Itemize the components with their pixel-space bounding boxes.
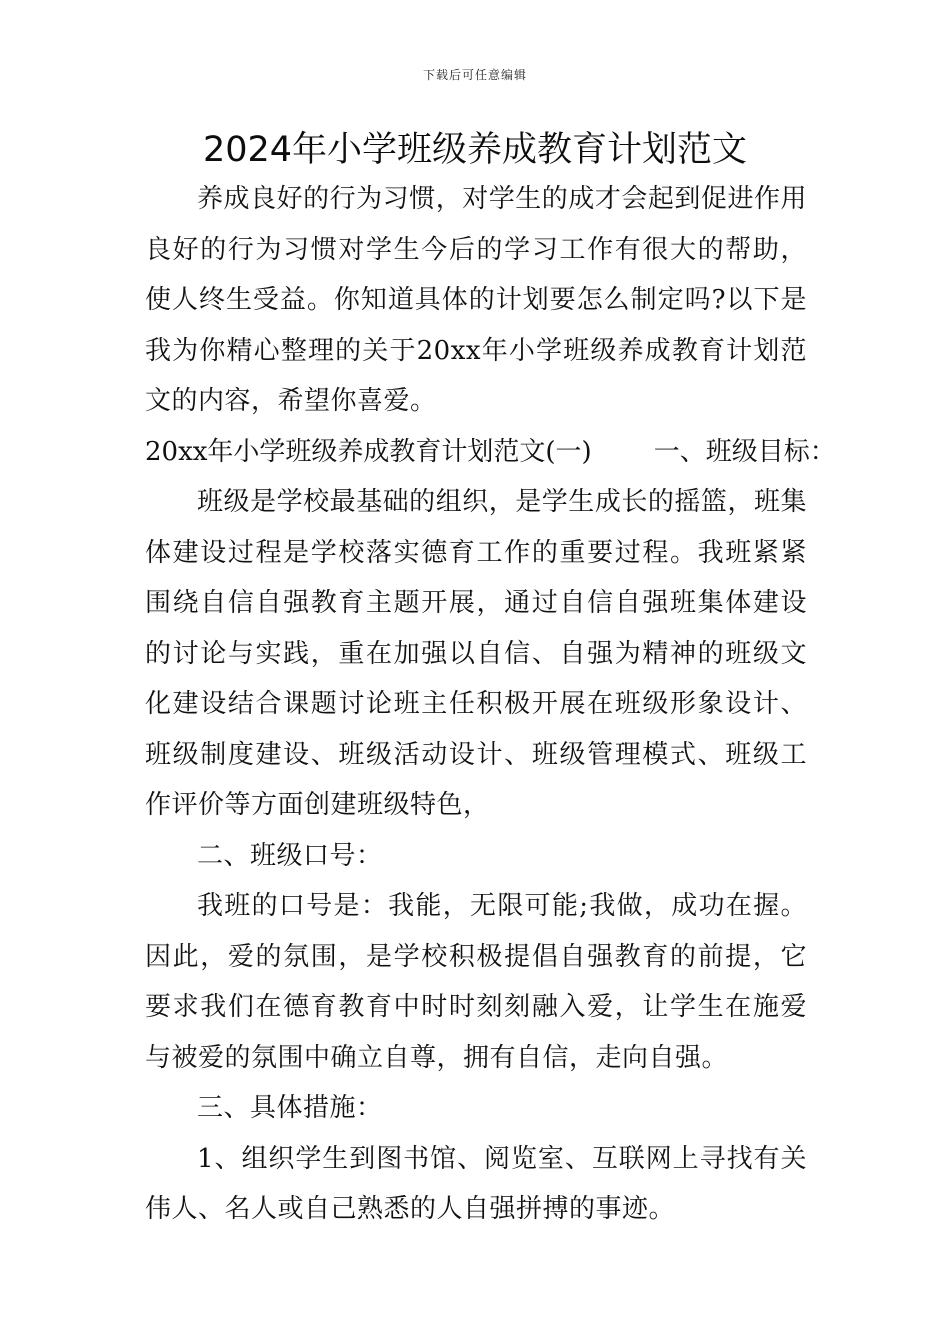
goal-heading: 一、班级目标： (653, 436, 836, 467)
slogan-paragraph: 我班的口号是：我能，无限可能;我做，成功在握。因此，爱的氛围，是学校积极提倡自强教育的前提，它要求我们在德育教育中时时刻刻融入爱，让学生在施爱与被爱的氛围中确立自尊，拥有自信，走向自强。 (145, 891, 807, 1073)
measures-heading: 三、具体措施： (197, 1093, 383, 1123)
document-body (145, 174, 836, 1235)
measure-item-1: 1、组织学生到图书馆、阅览室、互联网上寻找有关伟人、名人或自己熟悉的人自强拼搏的事迹。 (145, 1143, 807, 1224)
slogan-heading: 二、班级口号： (197, 840, 383, 871)
section-title: 20xx年小学班级养成教育计划范文(一) (145, 436, 592, 467)
intro-paragraph: 养成良好的行为习惯，对学生的成才会起到促进作用良好的行为习惯对学生今后的学习工作有很大的帮助，使人终生受益。你知道具体的计划要怎么制定吗?以下是我为你精心整理的关于20xx年小学班级养成教育计划范文的内容，希望你喜爱。 (145, 184, 807, 416)
goal-paragraph: 班级是学校最基础的组织，是学生成长的摇篮，班集体建设过程是学校落实德育工作的重要过程。我班紧紧围绕自信自强教育主题开展，通过自信自强班集体建设的讨论与实践，重在加强以自信、自强为精神的班级文化建设结合课题讨论班主任积极开展在班级形象设计、班级制度建设、班级活动设计、班级管理模式、班级工作评价等方面创建班级特色， (145, 487, 807, 820)
document-title: 2024年小学班级养成教育计划范文 (202, 130, 748, 170)
header-note: 下载后可任意编辑 (422, 68, 527, 82)
section-heading-line (145, 427, 836, 478)
